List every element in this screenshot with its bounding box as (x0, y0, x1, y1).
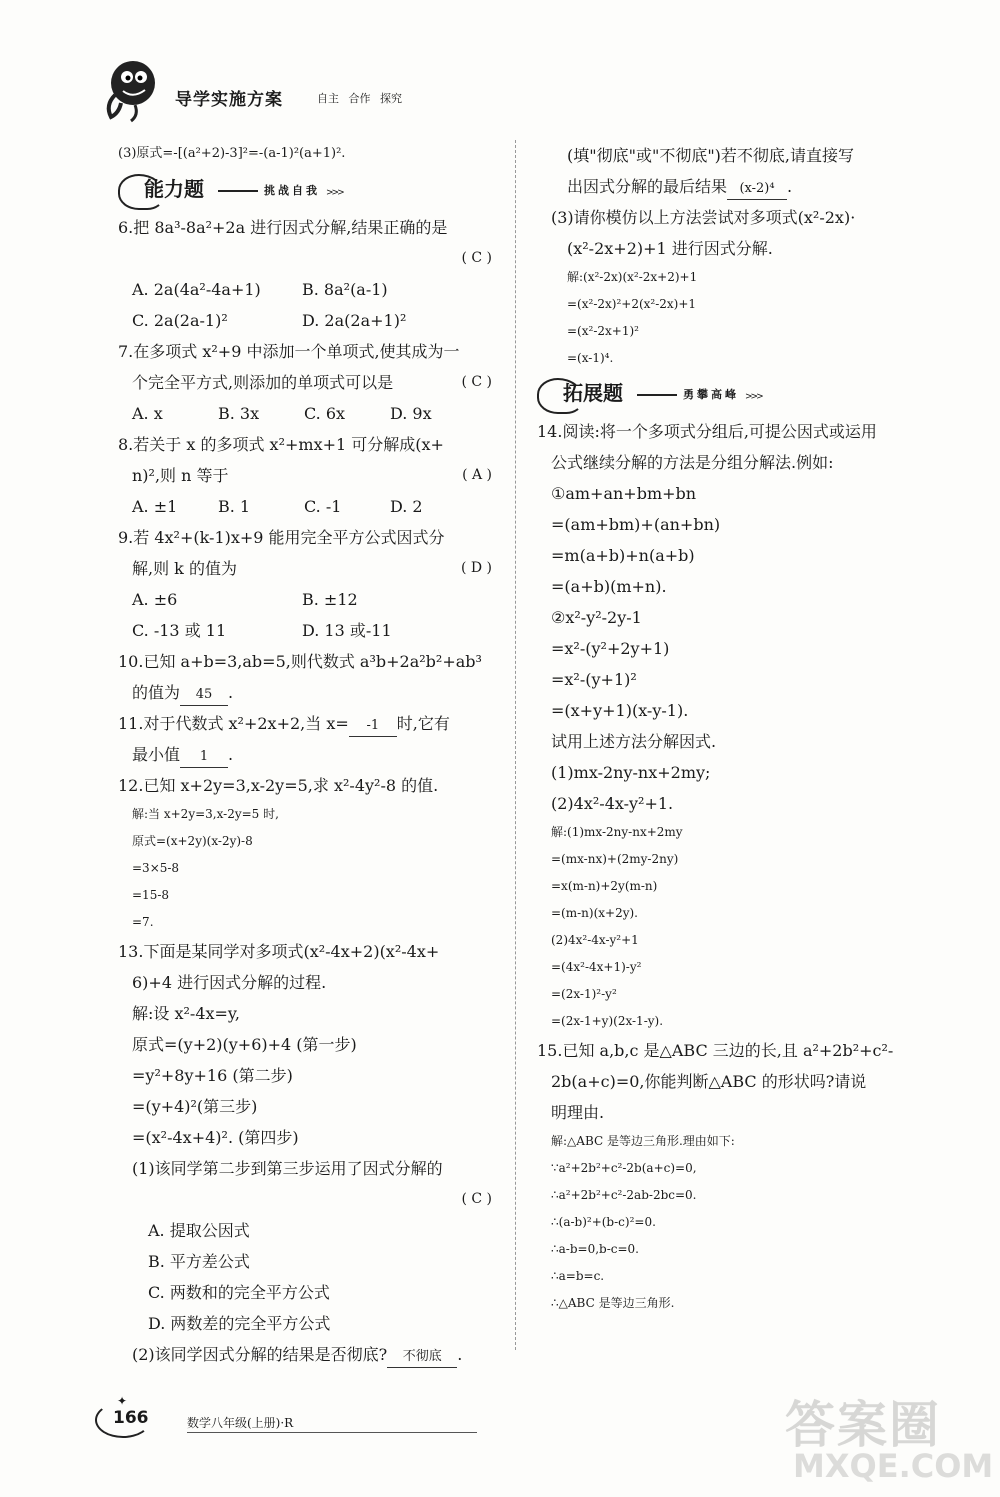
q15-sol7: ∴△ABC 是等边三角形. (551, 1296, 675, 1310)
q12-solution-line2: 原式=(x+2y)(x-2y)-8 (132, 834, 253, 848)
q13-cont-period: . (787, 177, 793, 196)
q11-stem-line1 (118, 708, 498, 739)
q15-stem-line1: 15.已知 a,b,c 是△ABC 三边的长,且 a²+2b²+c²- (537, 1041, 894, 1060)
q13-work-line4: =(y+4)²(第三步) (132, 1097, 258, 1116)
q6-stem: 6.把 8a³-8a²+2a 进行因式分解,结果正确的是 (118, 218, 448, 237)
q6-option-d: D. 2a(2a+1)² (302, 311, 407, 330)
q7-stem-line2 (118, 367, 498, 398)
q13-part2-period: . (457, 1345, 463, 1364)
section-motto: 勇攀高峰 (683, 388, 739, 401)
q9-options-row1 (118, 584, 498, 615)
section-arrows-icon: >>> (745, 392, 762, 402)
q11-answer-blank2: 1 (180, 747, 228, 768)
q14-task: 试用上述方法分解因式. (551, 732, 717, 751)
q9-stem-line2 (118, 553, 498, 584)
q13-answer: ( C ) (461, 1191, 492, 1207)
q14-task1: (1)mx-2ny-nx+2my; (551, 763, 711, 782)
q7-options (118, 398, 498, 429)
q9-option-b: B. ±12 (302, 590, 358, 609)
q9-stem-text: 解,则 k 的值为 (132, 559, 237, 578)
watermark (785, 1385, 995, 1495)
q11-answer-blank1: -1 (349, 716, 397, 737)
section-extend-header (537, 372, 947, 416)
q8-option-b: B. 1 (218, 497, 251, 516)
q7-option-d: D. 9x (390, 404, 432, 423)
q8-stem-line2 (118, 460, 498, 491)
q14-example-line6: =x²-(y²+2y+1) (551, 639, 670, 658)
q13-work-line2: 原式=(y+2)(y+6)+4 (第一步) (132, 1035, 357, 1054)
q13-part3-sol1: 解:(x²-2x)(x²-2x+2)+1 (567, 270, 698, 284)
q9-option-d: D. 13 或-11 (302, 621, 392, 640)
q11-stem-text: 11.对于代数式 x²+2x+2,当 x= (118, 714, 349, 733)
q6-options-row1 (118, 274, 498, 305)
q8-option-a: A. ±1 (132, 497, 178, 516)
q13-cont-line2 (537, 171, 947, 202)
q14-sol4: =(m-n)(x+2y). (551, 906, 638, 920)
q14-example-line3: =m(a+b)+n(a+b) (551, 546, 695, 565)
q13-work-line5: =(x²-4x+4)². (第四步) (132, 1128, 299, 1147)
section-title: 能力题 (144, 177, 204, 201)
q7-option-a: A. x (132, 404, 163, 423)
q6-answer: ( C ) (461, 250, 492, 266)
q13-part3-sol3: =(x²-2x+1)² (567, 324, 639, 338)
q11-stem-text2: 最小值 (132, 745, 181, 764)
watermark-url: MXQE.COM (793, 1447, 994, 1485)
q12-stem: 12.已知 x+2y=3,x-2y=5,求 x²-4y²-8 的值. (118, 776, 439, 795)
q10-stem-line2: 的值为 45 . (118, 677, 498, 708)
section-title: 拓展题 (563, 381, 623, 405)
q6-option-c: C. 2a(2a-1)² (132, 311, 228, 330)
q7-option-b: B. 3x (218, 404, 260, 423)
q11-stem-tail: 时,它有 (396, 714, 450, 733)
q14-sol3: =x(m-n)+2y(m-n) (551, 879, 658, 893)
page-header (95, 55, 525, 125)
q12-solution-line4: =15-8 (132, 888, 170, 902)
left-column (118, 140, 498, 1370)
q6-option-b: B. 8a²(a-1) (302, 280, 388, 299)
q14-sol1: 解:(1)mx-2ny-nx+2my (551, 825, 683, 839)
q6-answer-row (118, 243, 498, 274)
q14-example-line4: =(a+b)(m+n). (551, 577, 667, 596)
q13-answer-row (118, 1184, 498, 1215)
q13-option-c: C. 两数和的完全平方公式 (148, 1283, 330, 1302)
page-footer (95, 1394, 515, 1440)
page-number: 166 (113, 1408, 149, 1428)
column-divider (515, 140, 516, 1350)
watermark-logo-text: 答案圈 (785, 1396, 941, 1454)
section-motto: 挑战自我 (264, 184, 320, 197)
q14-example-line8: =(x+y+1)(x-y-1). (551, 701, 689, 720)
q13-part3-sol4: =(x-1)⁴. (567, 351, 614, 365)
q13-part2-blank: 不彻底 (387, 1347, 457, 1368)
q8-stem-line1: 8.若关于 x 的多项式 x²+mx+1 可分解成(x+ (118, 435, 444, 454)
star-icon: ✦ (117, 1394, 128, 1408)
q15-sol1: 解:△ABC 是等边三角形.理由如下: (551, 1134, 735, 1148)
q14-example-line5: ②x²-y²-2y-1 (551, 608, 642, 627)
q10-stem-text: 的值为 (132, 683, 181, 702)
q11-stem-line2: 最小值 1 . (118, 739, 498, 770)
q9-stem-line1: 9.若 4x²+(k-1)x+9 能用完全平方公式因式分 (118, 528, 445, 547)
q9-answer: ( D ) (460, 560, 492, 576)
q14-example-line2: =(am+bm)+(an+bn) (551, 515, 721, 534)
q13-cont-line1: (填"彻底"或"不彻底")若不彻底,请直接写 (567, 146, 855, 165)
q8-options (118, 491, 498, 522)
q8-answer: ( A ) (462, 467, 492, 483)
q15-stem-line2: 2b(a+c)=0,你能判断△ABC 的形状吗?请说 (551, 1072, 867, 1091)
q14-example-line1: ①am+an+bm+bn (551, 484, 697, 503)
header-title: 导学实施方案 (175, 90, 283, 110)
q7-stem-text: 个完全平方式,则添加的单项式可以是 (132, 373, 394, 392)
q13-option-d: D. 两数差的完全平方公式 (148, 1314, 331, 1333)
q13-option-b: B. 平方差公式 (148, 1252, 250, 1271)
q6-option-a: A. 2a(4a²-4a+1) (132, 280, 261, 299)
header-subtitle: 自主 合作 探究 (317, 92, 402, 105)
q15-sol3: ∴a²+2b²+c²-2ab-2bc=0. (551, 1188, 697, 1202)
q9-options-row2 (118, 615, 498, 646)
q13-part2 (118, 1339, 498, 1370)
q7-option-c: C. 6x (304, 404, 346, 423)
q5-part3-line: (3)原式=-[(a²+2)-3]²=-(a-1)²(a+1)². (118, 146, 346, 161)
q12-solution-line1: 解:当 x+2y=3,x-2y=5 时, (132, 807, 279, 821)
q13-part3-line2: (x²-2x+2)+1 进行因式分解. (567, 239, 773, 258)
q15-sol5: ∴a-b=0,b-c=0. (551, 1242, 639, 1256)
q12-solution-line3: =3×5-8 (132, 861, 180, 875)
q7-stem-line1: 7.在多项式 x²+9 中添加一个单项式,使其成为一 (118, 342, 460, 361)
q15-stem-line3: 明理由. (551, 1103, 605, 1122)
q14-sol7: =(2x-1)²-y² (551, 987, 617, 1001)
q12-solution-line5: =7. (132, 915, 154, 929)
q14-sol2: =(mx-nx)+(2my-2ny) (551, 852, 679, 866)
q14-example-line7: =x²-(y+1)² (551, 670, 637, 689)
q8-option-d: D. 2 (390, 497, 423, 516)
q13-part3-line1: (3)请你模仿以上方法尝试对多项式(x²-2x)· (551, 208, 856, 227)
q10-answer-blank: 45 (180, 685, 228, 706)
section-dash (637, 394, 677, 396)
q13-option-a: A. 提取公因式 (148, 1221, 250, 1240)
mascot-logo-icon (95, 55, 165, 125)
section-dash (218, 190, 258, 192)
book-title: 数学八年级(上册)·R (187, 1416, 294, 1430)
right-column (537, 140, 947, 1317)
q8-option-c: C. -1 (304, 497, 342, 516)
q14-task2: (2)4x²-4x-y²+1. (551, 794, 674, 813)
q7-answer: ( C ) (461, 374, 492, 390)
q13-work-line3: =y²+8y+16 (第二步) (132, 1066, 293, 1085)
section-ability-header (118, 168, 498, 212)
q14-sol5: (2)4x²-4x-y²+1 (551, 933, 639, 947)
section-arrows-icon: >>> (326, 188, 343, 198)
q13-stem-line2: 6)+4 进行因式分解的过程. (132, 973, 327, 992)
q14-sol6: =(4x²-4x+1)-y² (551, 960, 642, 974)
q13-final-blank: (x-2)⁴ (727, 179, 787, 200)
footer-rule (187, 1432, 477, 1433)
q8-stem-text: n)²,则 n 等于 (132, 466, 229, 485)
q14-sol8: =(2x-1+y)(2x-1-y). (551, 1014, 664, 1028)
q13-part2-text: (2)该同学因式分解的结果是否彻底? (132, 1345, 388, 1364)
q13-stem-line1: 13.下面是某同学对多项式(x²-4x+2)(x²-4x+ (118, 942, 440, 961)
q6-options-row2 (118, 305, 498, 336)
q14-stem-line2: 公式继续分解的方法是分组分解法.例如: (551, 453, 834, 472)
q13-cont-text: 出因式分解的最后结果 (567, 177, 728, 196)
q15-sol2: ∵a²+2b²+c²-2b(a+c)=0, (551, 1161, 697, 1175)
q15-sol6: ∴a=b=c. (551, 1269, 605, 1283)
q14-stem-line1: 14.阅读:将一个多项式分组后,可提公因式或运用 (537, 422, 877, 441)
q9-option-c: C. -13 或 11 (132, 621, 227, 640)
q13-part1: (1)该同学第二步到第三步运用了因式分解的 (132, 1159, 443, 1178)
q13-part3-sol2: =(x²-2x)²+2(x²-2x)+1 (567, 297, 697, 311)
q10-stem-line1: 10.已知 a+b=3,ab=5,则代数式 a³b+2a²b²+ab³ (118, 652, 482, 671)
q15-sol4: ∴(a-b)²+(b-c)²=0. (551, 1215, 656, 1229)
q13-work-line1: 解:设 x²-4x=y, (132, 1004, 240, 1023)
q9-option-a: A. ±6 (132, 590, 178, 609)
